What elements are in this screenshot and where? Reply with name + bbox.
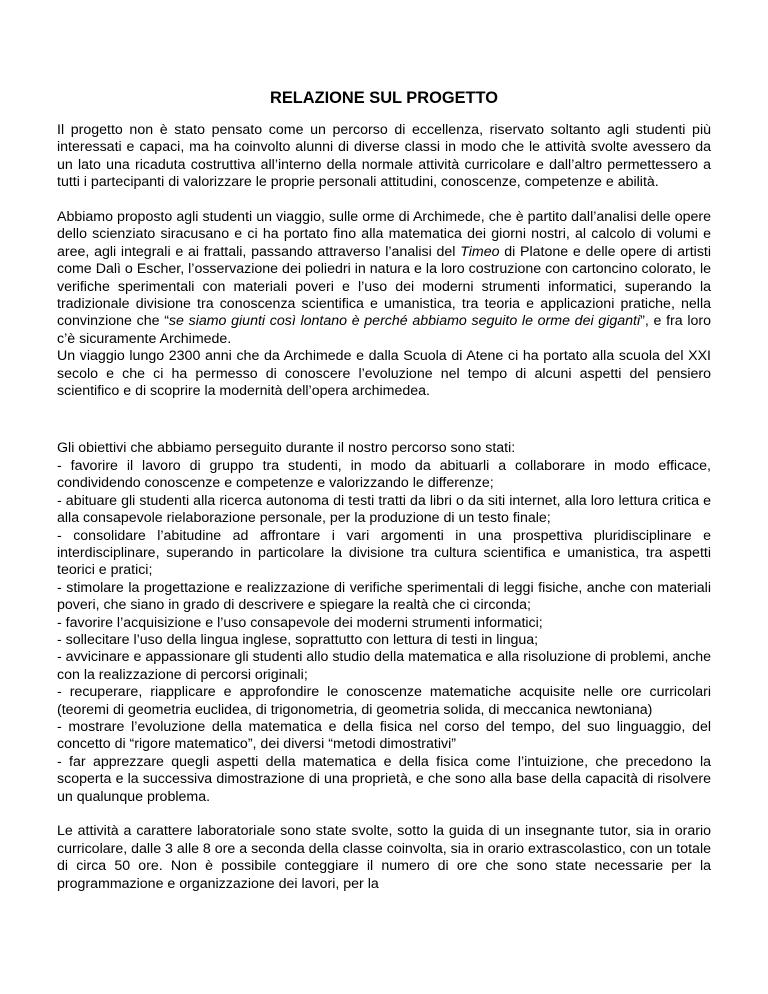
page-title: RELAZIONE SUL PROGETTO xyxy=(270,89,498,107)
objective-item: - sollecitare l’uso della lingua inglese, soprattutto con lettura di testi in lingua; xyxy=(57,631,539,648)
journey-text-part1: Abbiamo proposto agli studenti un viaggio, sulle orme di Archimede, che è partito dall’analisi delle opere dello scienziato siracusano e ci ha portato fino alla matematica dei giorni nostri, al calcolo di volumi e aree, agli integrali e ai frattali, passando attraverso l’analisi del xyxy=(57,209,711,260)
objective-item: - far apprezzare quegli aspetti della matematica e della fisica come l’intuizione, che precedono la scoperta e la successiva dimostrazione di una proprietà, e che sono alla base della capacità di risolvere un qualunque problema. xyxy=(57,753,711,805)
paragraph-spacer xyxy=(57,806,711,823)
timeo-title: Timeo xyxy=(460,243,500,260)
objective-item: - consolidare l’abitudine ad affrontare i vari argomenti in una prospettiva pluridisciplinare e interdisciplinare, superando in particolare la divisione tra cultura scientifica e umanistica, tra aspetti teorici e pratici; xyxy=(57,527,711,579)
objective-item: - recuperare, riapplicare e approfondire le conoscenze matematiche acquisite nelle ore curricolari (teoremi di geometria euclidea, di trigonometria, di geometria solida, di meccanica newtoniana) xyxy=(57,684,711,718)
paragraph-spacer xyxy=(57,192,711,209)
objective-item: - avvicinare e appassionare gli studenti allo studio della matematica e alla risoluzione di problemi, anche con la realizzazione di percorsi originali; xyxy=(57,649,711,683)
objective-item: - stimolare la progettazione e realizzazione di verifiche sperimentali di leggi fisiche, anche con materiali poveri, che siano in grado di descrivere e spiegare la realtà che ci circonda; xyxy=(57,579,711,614)
journey-paragraph xyxy=(57,209,711,348)
objective-item: - mostrare l’evoluzione della matematica e della fisica nel corso del tempo, del suo linguaggio, del concetto di “rigore matematico”, dei diversi “metodi dimostrativi” xyxy=(57,718,711,753)
objective-item: - favorire il lavoro di gruppo tra studenti, in modo da abituarli a collaborare in modo efficace, condividendo conoscenze e competenze e valorizzando le differenze; xyxy=(57,457,711,492)
objective-item: - favorire l’acquisizione e l’uso consapevole dei moderni strumenti informatici; xyxy=(57,614,543,631)
objective-item: - abituare gli studenti alla ricerca autonoma di testi tratti da libri o da siti internet, alla loro lettura critica e alla consapevole rielaborazione personale, per la produzione di un testo finale; xyxy=(57,492,711,527)
journey-text-part2: di Platone e delle opere di artisti come Dalì o Escher, l’osservazione dei poliedri in natura e la loro costruzione con cartoncino colorato, le verifiche sperimentali con materiali poveri e l’uso dei moderni strumenti informatici, superando la tradizionale divisione tra conoscenza scientifica e umanistica, tra teoria e applicazioni pratiche, nella convinzione che “ xyxy=(57,243,712,330)
activities-paragraph: Le attività a carattere laboratoriale sono state svolte, sotto la guida di un insegnante tutor, sia in orario curricolare, dalle 3 alle 8 ore a seconda della classe coinvolta, sia in orario extrascolastico, con un totale di circa 50 ore. Non è possibile conteggiare il numero di ore che sono state necessarie per la programmazione e organizzazione dei lavori, per la xyxy=(57,823,711,892)
giants-quote: se siamo giunti così lontano è perché abbiamo seguito le orme dei giganti xyxy=(168,313,641,330)
intro-paragraph: Il progetto non è stato pensato come un percorso di eccellenza, riservato soltanto agli studenti più interessati e capaci, ma ha coinvolto alunni di diverse classi in modo che le attività svolte avessero da un lato una ricaduta costruttiva all’interno della normale attività curricolare e dall’altro permettessero a tutti i partecipanti di valorizzare le proprie personali attitudini, conoscenze, competenze e abilità. xyxy=(57,122,711,191)
journey-text-part3: ”, e fra loro c’è sicuramente Archimede. xyxy=(57,313,711,347)
timeline-paragraph: Un viaggio lungo 2300 anni che da Archimede e dalla Scuola di Atene ci ha portato alla scuola del XXI secolo e che ci ha permesso di conoscere l’evoluzione nel tempo di alcuni aspetti del pensiero scientifico e di scoprire la modernità dell’opera archimedea. xyxy=(57,348,711,400)
section-spacer xyxy=(57,400,711,440)
document-body xyxy=(57,122,711,893)
objectives-intro: Gli obiettivi che abbiamo perseguito durante il nostro percorso sono stati: xyxy=(57,440,516,457)
